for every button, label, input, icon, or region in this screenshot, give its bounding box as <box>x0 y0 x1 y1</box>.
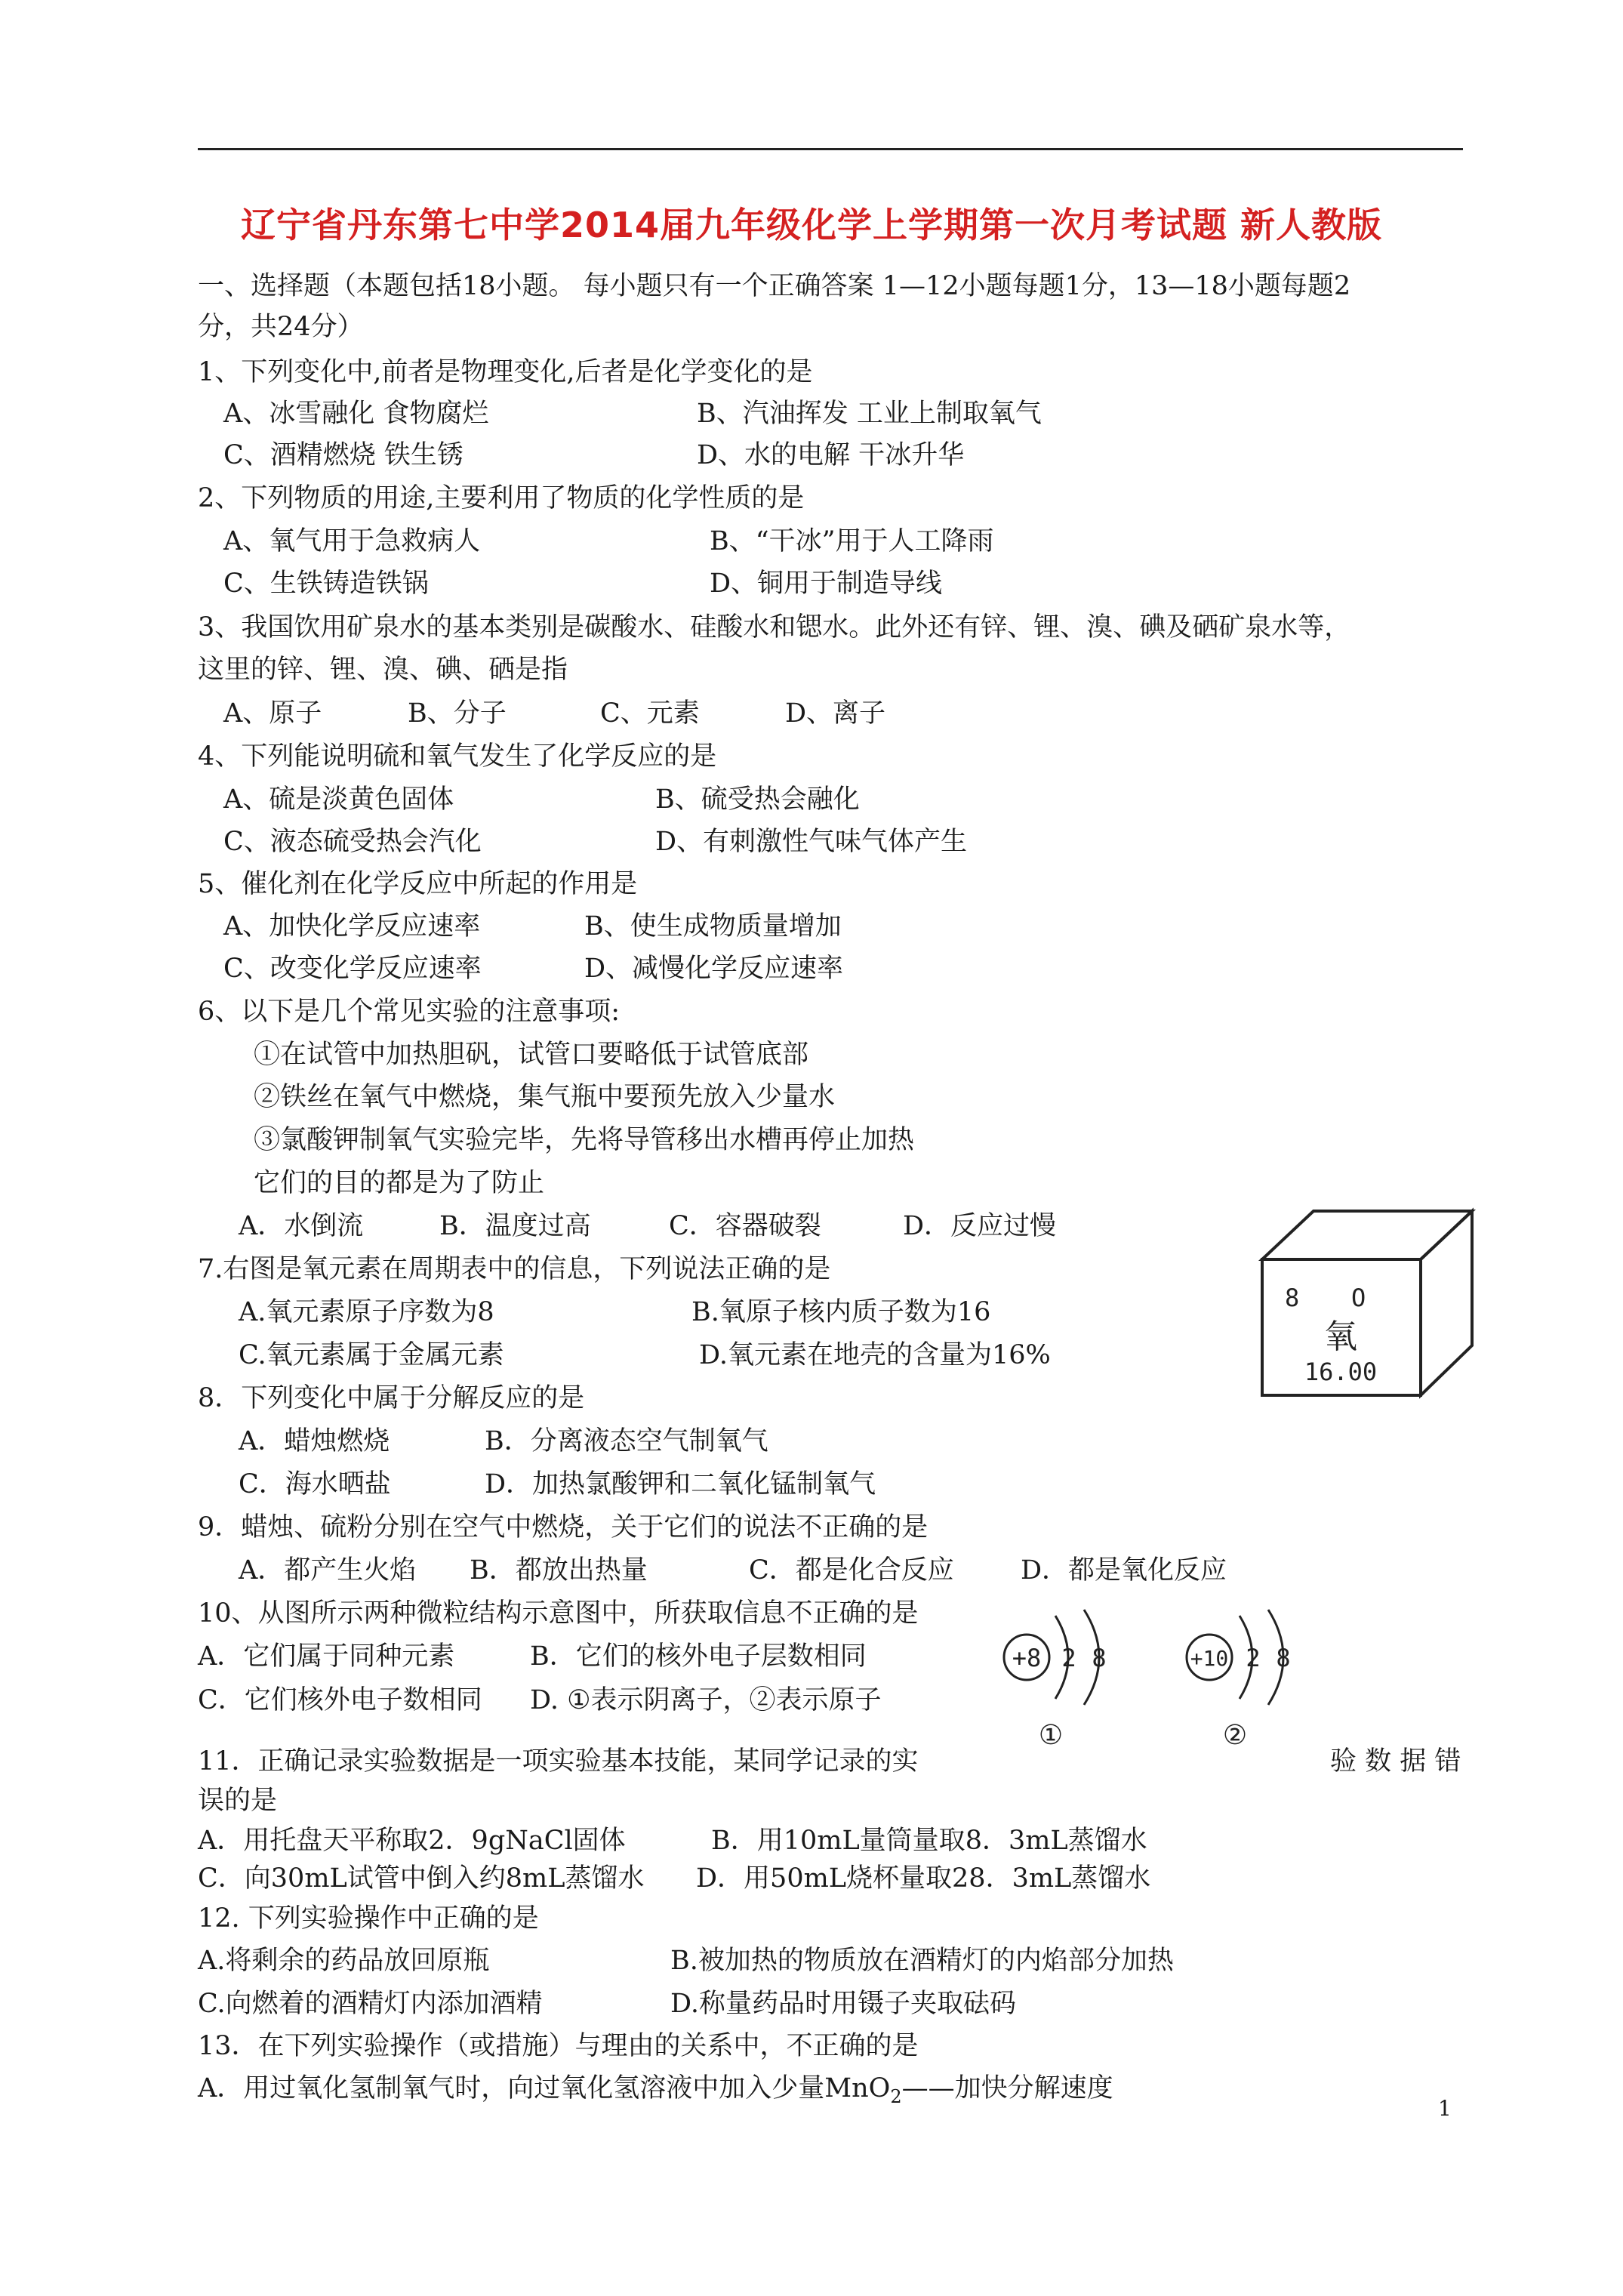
q10-option-a: A．它们属于同种元素 <box>198 1641 455 1672</box>
question-10-stem: 10、从图所示两种微粒结构示意图中，所获取信息不正确的是 <box>198 1598 919 1629</box>
element-card-figure <box>1253 1193 1480 1404</box>
particle-2-label: ② <box>1222 1720 1248 1751</box>
question-4-stem: 4、下列能说明硫和氧气发生了化学反应的是 <box>198 741 717 772</box>
q12-option-b: B.被加热的物质放在酒精灯的内焰部分加热 <box>670 1946 1174 1976</box>
particle-1 <box>1004 1610 1107 1751</box>
section-heading: 一、选择题（本题包括18小题。 每小题只有一个正确答案 1—12小题每题1分，13—18小题每题2 <box>198 271 1351 301</box>
question-13-stem: 13．在下列实验操作（或措施）与理由的关系中，不正确的是 <box>198 2031 919 2061</box>
q2-option-b: B、“干冰”用于人工降雨 <box>710 526 994 556</box>
q3-option-a: A、原子 <box>223 698 322 729</box>
element-mass: 16.00 <box>1304 1358 1378 1386</box>
q12-option-d: D.称量药品时用镊子夹取砝码 <box>670 1989 1016 2019</box>
particle-2 <box>1187 1610 1291 1751</box>
q11-option-b: B．用10mL量筒量取8．3mL蒸馏水 <box>711 1826 1147 1856</box>
particle-2-shell-2-electrons: 8 <box>1276 1644 1291 1672</box>
particle-1-shell-1-electrons: 2 <box>1061 1644 1076 1672</box>
q13-option-a-subscript: 2 <box>890 2086 902 2107</box>
q10-option-b: B．它们的核外电子层数相同 <box>530 1641 867 1672</box>
q4-option-a: A、硫是淡黄色固体 <box>223 784 454 815</box>
q7-option-b: B.氧原子核内质子数为16 <box>691 1297 991 1327</box>
q3-option-d: D、离子 <box>785 698 886 729</box>
q2-option-a: A、氧气用于急救病人 <box>223 526 481 556</box>
q6-option-b: B．温度过高 <box>439 1211 591 1241</box>
q11-option-c: C．向30mL试管中倒入约8mL蒸馏水 <box>198 1863 645 1894</box>
question-6-stem: 6、以下是几个常见实验的注意事项: <box>198 997 621 1027</box>
q4-option-b: B、硫受热会融化 <box>655 784 860 815</box>
q5-option-d: D、减慢化学反应速率 <box>584 954 844 984</box>
q13-option-a-text: A．用过氧化氢制氧气时，向过氧化氢溶液中加入少量MnO <box>198 2073 891 2103</box>
q6-item-2: ②铁丝在氧气中燃烧，集气瓶中要预先放入少量水 <box>254 1082 836 1112</box>
particle-1-label: ① <box>1038 1720 1064 1751</box>
question-3-stem-cont: 这里的锌、锂、溴、碘、硒是指 <box>198 655 568 685</box>
particle-1-shell-2-electrons: 8 <box>1092 1644 1107 1672</box>
q9-option-a: A．都产生火焰 <box>239 1555 417 1586</box>
q6-option-c: C．容器破裂 <box>669 1211 821 1241</box>
header-rule <box>198 148 1463 150</box>
question-7-stem: 7.右图是氧元素在周期表中的信息，下列说法正确的是 <box>198 1254 831 1284</box>
q11-option-a: A．用托盘天平称取2．9gNaCl固体 <box>198 1826 626 1856</box>
q6-stem-cont: 它们的目的都是为了防止 <box>254 1168 545 1198</box>
page-title: 辽宁省丹东第七中学2014届九年级化学上学期第一次月考试题 新人教版 <box>240 205 1383 245</box>
q5-option-b: B、使生成物质量增加 <box>584 911 842 942</box>
particle-2-charge: +10 <box>1190 1646 1229 1671</box>
question-5-stem: 5、催化剂在化学反应中所起的作用是 <box>198 869 638 899</box>
q8-option-b: B．分离液态空气制氧气 <box>485 1426 768 1456</box>
q7-option-a: A.氧元素原子序数为8 <box>239 1297 494 1327</box>
question-2-stem: 2、下列物质的用途,主要利用了物质的化学性质的是 <box>198 483 805 513</box>
particle-diagrams <box>989 1593 1321 1759</box>
q13-option-a-tail: ——加快分解速度 <box>901 2073 1113 2103</box>
question-8-stem: 8．下列变化中属于分解反应的是 <box>198 1383 585 1413</box>
q5-option-c: C、改变化学反应速率 <box>223 954 482 984</box>
q10-option-c: C．它们核外电子数相同 <box>198 1685 482 1715</box>
q12-option-a: A.将剩余的药品放回原瓶 <box>198 1946 490 1976</box>
q6-option-d: D．反应过慢 <box>903 1211 1057 1241</box>
question-11-stem-right: 验 数 据 错 <box>1330 1746 1461 1777</box>
particle-2-shell-1-electrons: 2 <box>1246 1644 1261 1672</box>
question-11-stem: 11．正确记录实验数据是一项实验基本技能，某同学记录的实 <box>198 1746 919 1777</box>
q9-option-b: B．都放出热量 <box>470 1555 648 1586</box>
q2-option-c: C、生铁铸造铁锅 <box>223 569 429 599</box>
particle-1-charge: +8 <box>1012 1644 1042 1672</box>
q8-option-c: C．海水晒盐 <box>239 1469 391 1499</box>
element-name: 氧 <box>1324 1318 1357 1356</box>
page-number: 1 <box>1438 2096 1452 2121</box>
q7-option-d: D.氧元素在地壳的含量为16% <box>699 1340 1051 1370</box>
q6-item-3: ③氯酸钾制氧气实验完毕，先将导管移出水槽再停止加热 <box>254 1125 915 1155</box>
q4-option-c: C、液态硫受热会汽化 <box>223 827 482 857</box>
q4-option-d: D、有刺激性气味气体产生 <box>655 827 968 857</box>
question-11-stem-cont: 误的是 <box>198 1786 278 1816</box>
question-1-stem: 1、下列变化中,前者是物理变化,后者是化学变化的是 <box>198 357 813 387</box>
q6-option-a: A．水倒流 <box>239 1211 364 1241</box>
q9-option-d: D．都是氧化反应 <box>1021 1555 1227 1586</box>
q9-option-c: C．都是化合反应 <box>749 1555 954 1586</box>
q12-option-c: C.向燃着的酒精灯内添加酒精 <box>198 1989 543 2019</box>
q10-option-d: D. ①表示阴离子，②表示原子 <box>530 1685 882 1715</box>
q3-option-b: B、分子 <box>408 698 507 729</box>
q6-item-1: ①在试管中加热胆矾，试管口要略低于试管底部 <box>254 1040 809 1070</box>
q5-option-a: A、加快化学反应速率 <box>223 911 481 942</box>
q2-option-d: D、铜用于制造导线 <box>710 569 943 599</box>
q1-option-d: D、水的电解 干冰升华 <box>697 440 965 470</box>
question-3-stem: 3、我国饮用矿泉水的基本类别是碳酸水、硅酸水和锶水。此外还有锌、锂、溴、碘及硒矿泉水等， <box>198 612 1351 643</box>
q8-option-a: A．蜡烛燃烧 <box>239 1426 390 1456</box>
element-symbol: O <box>1351 1284 1366 1312</box>
q1-option-b: B、汽油挥发 工业上制取氧气 <box>697 399 1042 429</box>
q8-option-d: D．加热氯酸钾和二氧化锰制氧气 <box>485 1469 876 1499</box>
q7-option-c: C.氧元素属于金属元素 <box>239 1340 504 1370</box>
question-9-stem: 9．蜡烛、硫粉分别在空气中燃烧，关于它们的说法不正确的是 <box>198 1512 929 1542</box>
q11-option-d: D．用50mL烧杯量取28．3mL蒸馏水 <box>696 1863 1151 1894</box>
q3-option-c: C、元素 <box>600 698 700 729</box>
q1-option-c: C、酒精燃烧 铁生锈 <box>223 440 463 470</box>
question-12-stem: 12. 下列实验操作中正确的是 <box>198 1903 539 1934</box>
q13-option-a <box>198 2071 1113 2114</box>
q1-option-a: A、冰雪融化 食物腐烂 <box>223 399 489 429</box>
section-heading-cont: 分，共24分） <box>198 312 364 342</box>
element-atomic-number: 8 <box>1285 1284 1300 1312</box>
